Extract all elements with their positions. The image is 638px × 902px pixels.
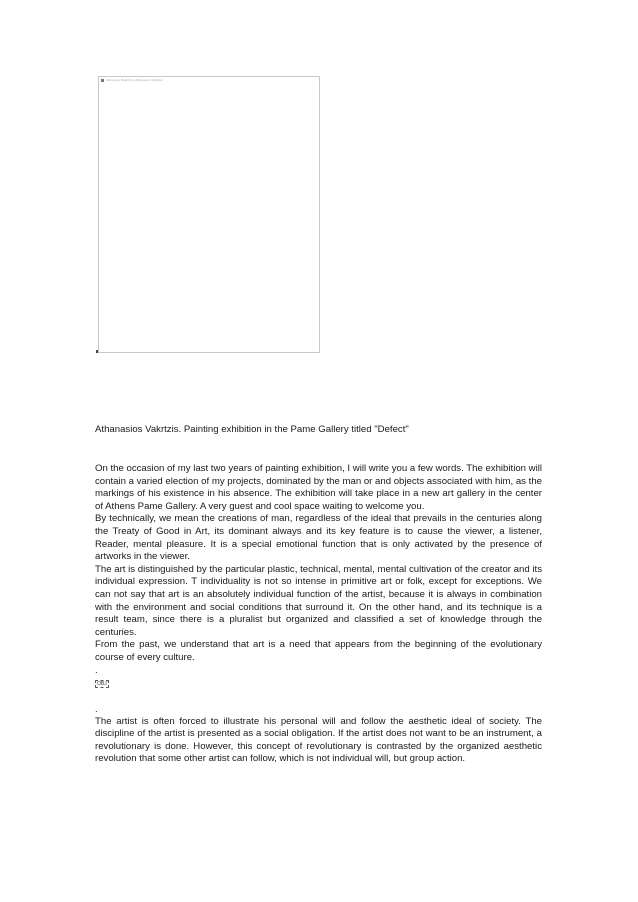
document-title: Athanasios Vakrtzis. Painting exhibition in the Pame Gallery titled "Defect" [95,424,409,435]
image-anchor-mark [96,350,98,353]
document-body [95,463,542,766]
image-alt-text: Αθανάσιος Βακρτζής (Athanasios Vakrtzis) [106,78,163,82]
paragraph: The artist is often forced to illustrate his personal will and follow the aesthetic ideal of society. The discipline of the artist is presented as a social obligation. If the artist does not want to be an instrument, a revolutionary is done. However, this concept of revolutionary is contrasted by the organized aesthetic revolution that some other artist can follow, which is not individual will, but group action. [95,715,542,765]
dot-mark: . [95,664,98,676]
paragraph: On the occasion of my last two years of painting exhibition, I will write you a few words. The exhibition will contain a varied election of my projects, dominated by the man or and objects associated with him, as the markings of his existence in his absence. The exhibition will take place in a new art gallery in the center of Athens Pame Gallery. A very guest and cool space waiting to welcome you. [95,463,542,512]
broken-image-icon [101,79,104,82]
paragraph: The art is distinguished by the particular plastic, technical, mental, mental cultivation of the creator and its individual expression. T individuality is not so intense in primitive art or folk, except for exceptions. We can not say that art is an absolutely individual function of the artist, because it is always in combination with the environment and social conditions that surround it. On the other hand, and its technique is a result team, since there is a pluralist but organized and classified a set of knowledge through the centuries. [95,563,542,638]
embedded-object-placeholder: OBJ [97,680,107,687]
paragraph: By technically, we mean the creations of man, regardless of the ideal that prevails in the centuries along the Treaty of Good in Art, its dominant always and its key feature is to cause the viewer, a listener, Reader, mental pleasure. It is a special emotional function that is only activated by the presence of artworks in the viewer. [95,513,542,563]
dot-mark: . [95,703,98,715]
image-placeholder [98,76,320,353]
spacer [95,692,542,704]
paragraph: From the past, we understand that art is a need that appears from the beginning of the evolutionary course of every culture. [95,639,542,663]
